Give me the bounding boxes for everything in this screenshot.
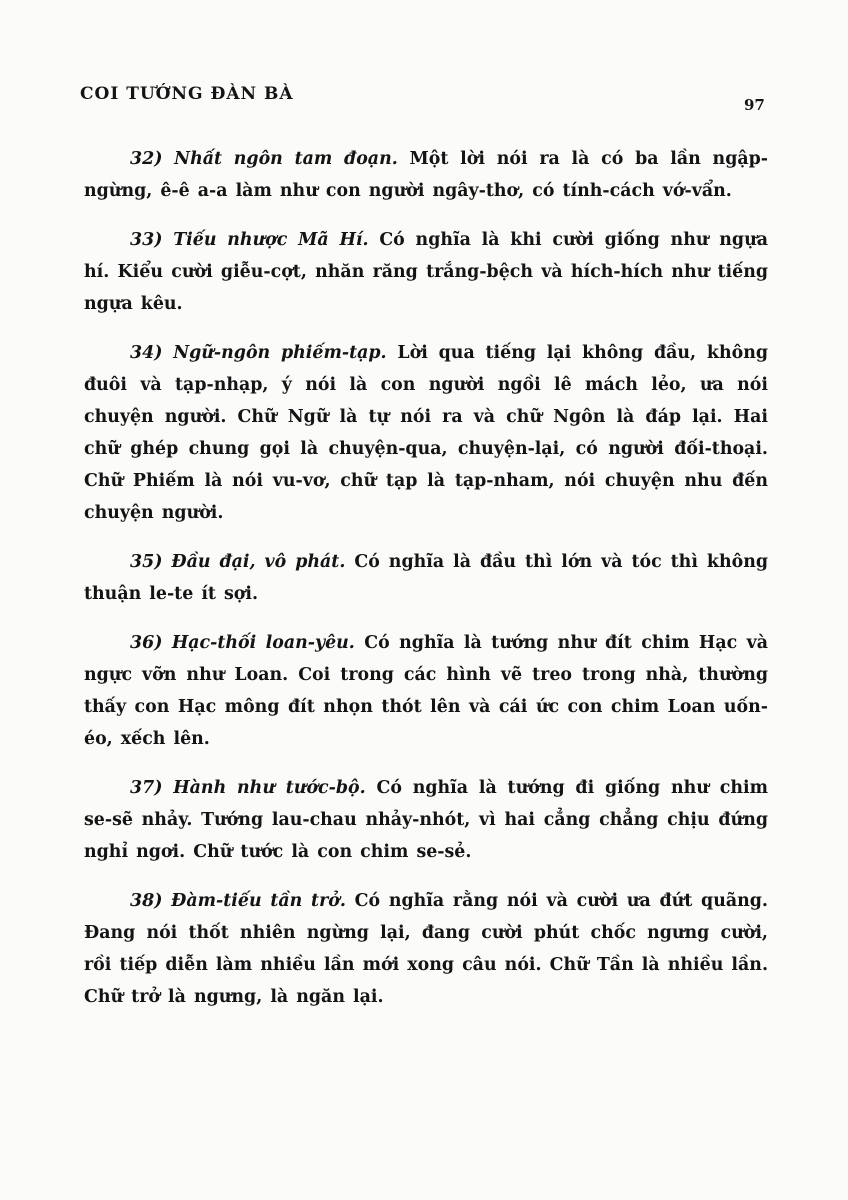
- entry-33: [84, 224, 768, 320]
- entry-body: Có nghĩa là tướng đi giống như chim se-sẽ nhảy. Tướng lau-chau nhảy-nhót, vì hai cẳng chẳng chịu đứng nghỉ ngơi. Chữ tước là con chim se-sẻ.: [84, 778, 768, 862]
- entry-heading: 33) Tiếu nhược Mã Hí.: [130, 230, 369, 250]
- entry-heading: 35) Đầu đại, vô phát.: [130, 552, 346, 572]
- entries-list: [84, 143, 768, 1030]
- running-title: COI TƯỚNG ĐÀN BÀ: [80, 84, 294, 104]
- entry-37: [84, 772, 768, 868]
- entry-body: Có nghĩa là tướng như đít chim Hạc và ngực vỡn như Loan. Coi trong các hình vẽ treo trong nhà, thường thấy con Hạc mông đít nhọn thót lên và cái ức con chim Loan uốn-éo, xếch lên.: [84, 633, 768, 749]
- entry-heading: 38) Đàm-tiếu tần trở.: [130, 891, 346, 911]
- entry-body: Có nghĩa là đầu thì lớn và tóc thì không thuận le-te ít sợi.: [84, 552, 768, 604]
- entry-heading: 36) Hạc-thối loan-yêu.: [130, 633, 355, 653]
- entry-heading: 32) Nhất ngôn tam đoạn.: [130, 149, 398, 169]
- entry-35: [84, 546, 768, 610]
- entry-body: Có nghĩa là khi cười giống như ngựa hí. Kiểu cười giễu-cợt, nhăn răng trắng-bệch và hích-hích như tiếng ngựa kêu.: [84, 230, 768, 314]
- entry-38: [84, 885, 768, 1013]
- entry-34: [84, 337, 768, 529]
- entry-body: Lời qua tiếng lại không đầu, không đuôi và tạp-nhạp, ý nói là con người ngồi lê mách lẻo, ưa nói chuyện người. Chữ Ngữ là tự nói ra và chữ Ngôn là đáp lại. Hai chữ ghép chung gọi là chuyện-qua, chuyện-lại, có người đối-thoại. Chữ Phiếm là nói vu-vơ, chữ tạp là tạp-nham, nói chuyện nhu đến chuyện người.: [84, 343, 768, 523]
- entry-body: Một lời nói ra là có ba lần ngập-ngừng, ê-ê a-a làm như con người ngây-thơ, có tính-cách vớ-vẩn.: [84, 149, 768, 201]
- entry-heading: 34) Ngữ-ngôn phiếm-tạp.: [130, 343, 387, 363]
- page-number: 97: [744, 96, 765, 114]
- entry-body: Có nghĩa rằng nói và cười ưa đứt quãng. Đang nói thốt nhiên ngừng lại, đang cười phút chốc ngưng cười, rồi tiếp diễn làm nhiều lần mới xong câu nói. Chữ Tần là nhiều lần. Chữ trở là ngưng, là ngăn lại.: [84, 891, 768, 1007]
- entry-heading: 37) Hành như tước-bộ.: [130, 778, 366, 798]
- entry-32: [84, 143, 768, 207]
- entry-36: [84, 627, 768, 755]
